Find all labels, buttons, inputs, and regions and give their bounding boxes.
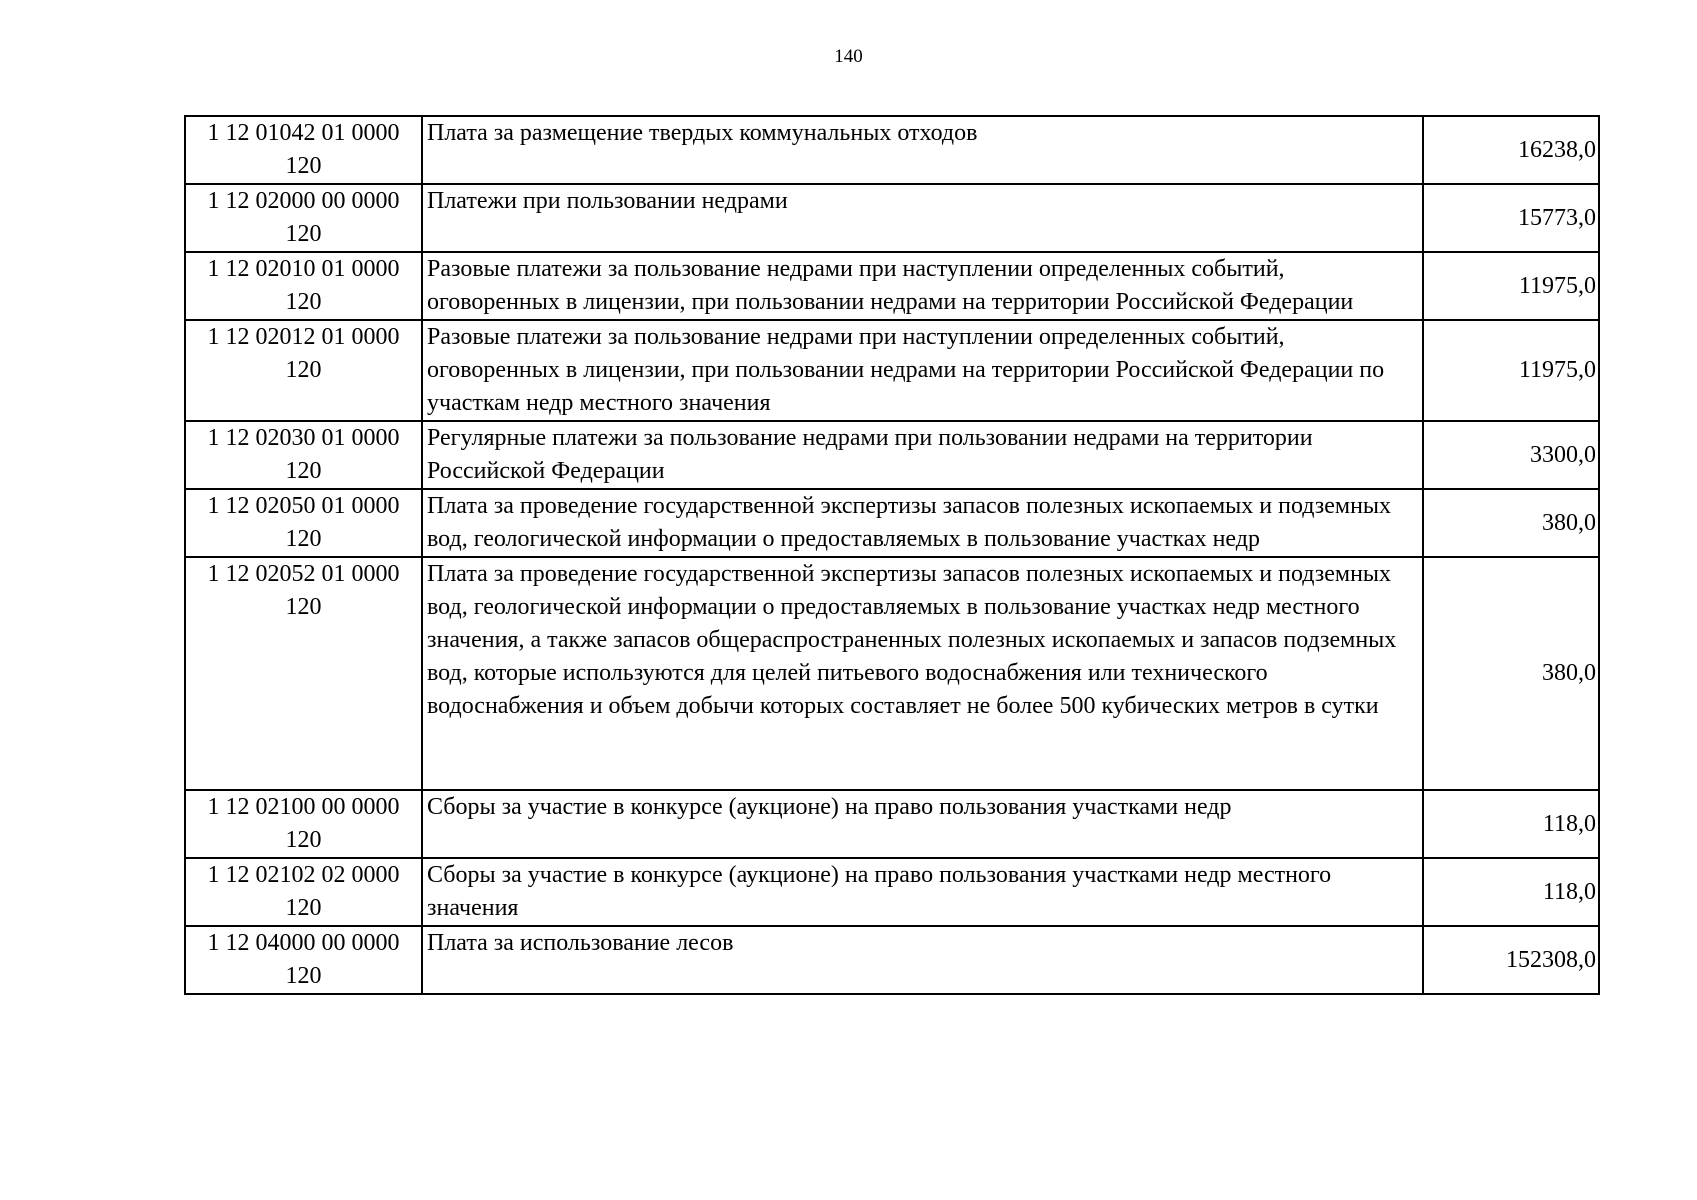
revenue-name-cell: Платежи при пользовании недрами (422, 184, 1423, 252)
budget-code-cell: 1 12 01042 01 0000 120 (185, 116, 422, 184)
table-row (185, 557, 1599, 790)
budget-code-cell: 1 12 02050 01 0000 120 (185, 489, 422, 557)
budget-code-cell: 1 12 02100 00 0000 120 (185, 790, 422, 858)
table-row (185, 252, 1599, 320)
budget-code-cell: 1 12 04000 00 0000 120 (185, 926, 422, 994)
budget-code-cell: 1 12 02010 01 0000 120 (185, 252, 422, 320)
revenue-name-cell: Сборы за участие в конкурсе (аукционе) на право пользования участками недр (422, 790, 1423, 858)
table-row (185, 184, 1599, 252)
amount-cell: 15773,0 (1423, 184, 1599, 252)
budget-code-cell: 1 12 02102 02 0000 120 (185, 858, 422, 926)
amount-cell: 11975,0 (1423, 320, 1599, 421)
amount-cell: 118,0 (1423, 790, 1599, 858)
amount-cell: 3300,0 (1423, 421, 1599, 489)
table-row (185, 858, 1599, 926)
table-row (185, 790, 1599, 858)
budget-code-cell: 1 12 02030 01 0000 120 (185, 421, 422, 489)
table-row (185, 421, 1599, 489)
amount-cell: 380,0 (1423, 489, 1599, 557)
revenue-name-cell: Плата за размещение твердых коммунальных отходов (422, 116, 1423, 184)
table-row (185, 116, 1599, 184)
table-row (185, 489, 1599, 557)
revenue-name-cell: Плата за проведение государственной экспертизы запасов полезных ископаемых и подземных вод, геологической информации о предоставляемых в пользование участках недр (422, 489, 1423, 557)
revenue-name-cell: Разовые платежи за пользование недрами при наступлении определенных событий, оговоренных в лицензии, при пользовании недрами на территории Российской Федерации по участкам недр местного значения (422, 320, 1423, 421)
amount-cell: 16238,0 (1423, 116, 1599, 184)
budget-code-cell: 1 12 02000 00 0000 120 (185, 184, 422, 252)
table-row (185, 320, 1599, 421)
budget-code-cell: 1 12 02052 01 0000 120 (185, 557, 422, 790)
budget-code-cell: 1 12 02012 01 0000 120 (185, 320, 422, 421)
amount-cell: 11975,0 (1423, 252, 1599, 320)
revenue-name-cell: Разовые платежи за пользование недрами при наступлении определенных событий, оговоренных в лицензии, при пользовании недрами на территории Российской Федерации (422, 252, 1423, 320)
amount-cell: 118,0 (1423, 858, 1599, 926)
revenue-name-cell: Плата за проведение государственной экспертизы запасов полезных ископаемых и подземных вод, геологической информации о предоставляемых в пользование участках недр местного значения, а также запасов общераспространенных полезных ископаемых и запасов подземных вод, которые используются для целей питьевого водоснабжения или технического водоснабжения и объем добычи которых составляет не более 500 кубических метров в сутки (422, 557, 1423, 790)
table-row (185, 926, 1599, 994)
revenue-name-cell: Сборы за участие в конкурсе (аукционе) на право пользования участками недр местного значения (422, 858, 1423, 926)
revenue-name-cell: Регулярные платежи за пользование недрами при пользовании недрами на территории Российской Федерации (422, 421, 1423, 489)
revenue-name-cell: Плата за использование лесов (422, 926, 1423, 994)
page-number: 140 (834, 46, 863, 67)
amount-cell: 380,0 (1423, 557, 1599, 790)
budget-revenue-table (184, 115, 1600, 995)
amount-cell: 152308,0 (1423, 926, 1599, 994)
